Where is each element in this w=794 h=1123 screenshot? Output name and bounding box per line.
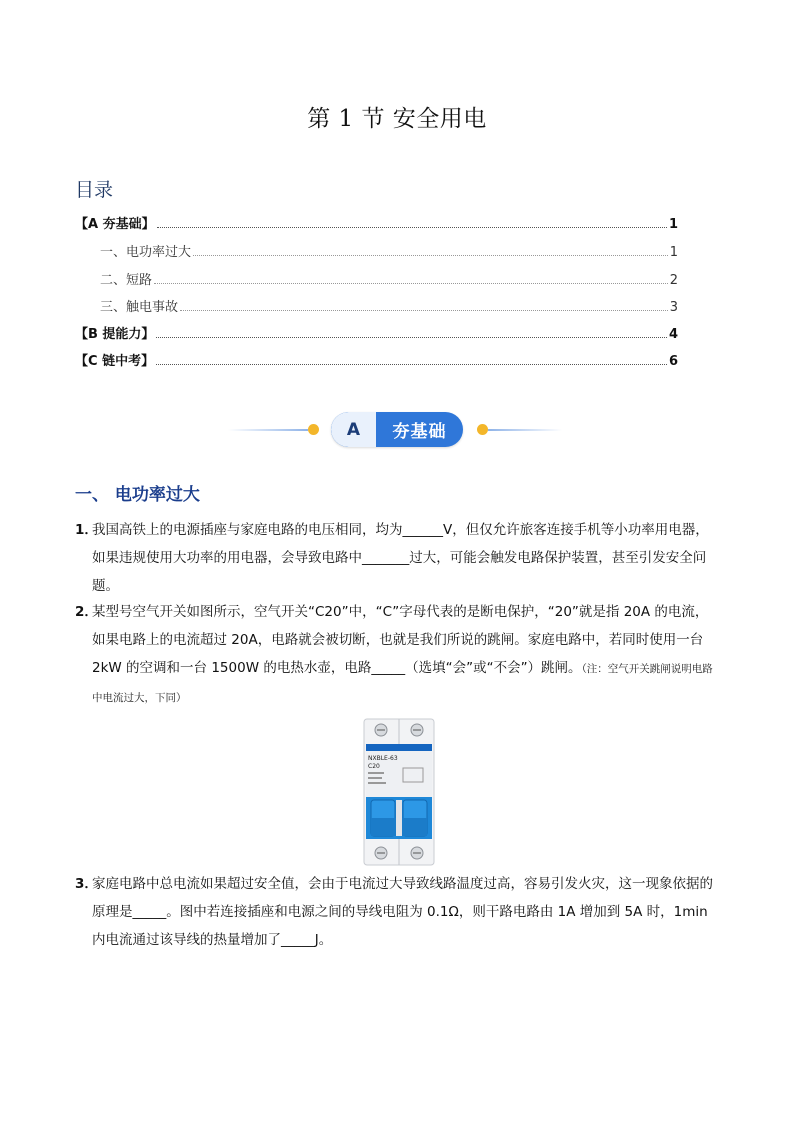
section-banner xyxy=(228,408,562,452)
toc-entry-label: 二、短路 xyxy=(100,273,153,288)
toc-entry-label: 【A 夯基础】 xyxy=(75,217,155,232)
toc-entry-page: 2 xyxy=(669,273,678,288)
toc-entry-label: 【C 链中考】 xyxy=(75,354,155,369)
toc-heading: 目录 xyxy=(75,179,114,201)
toc-leader-dots xyxy=(154,283,668,284)
circuit-breaker-icon xyxy=(363,718,435,866)
toc-leader-dots xyxy=(193,255,668,256)
toc-entry-page: 3 xyxy=(669,300,678,315)
question-number: 3． xyxy=(75,876,98,892)
toc-leader-dots xyxy=(156,364,667,365)
breaker-rating: C20 xyxy=(368,763,380,770)
question-text: 某型号空气开关如图所示，空气开关“C20”中，“C”字母代表的是断电保护，“20”就是指 20A 的电流，如果电路上的电流超过 20A，电路就会被切断，也就是我们所说的跳闸。家庭电路中，若同时使用一台 2kW 的空调和一台 1500W 的电热水壶，电路_____（选填“会”或“不会”）跳闸。 xyxy=(92,604,709,676)
toc-entry-label: 一、电功率过大 xyxy=(100,245,192,260)
toc-entry-label: 三、触电事故 xyxy=(100,300,179,315)
toc-leader-dots xyxy=(180,310,668,311)
page-title: 第 1 节 安全用电 xyxy=(307,106,487,132)
question-text: 我国高铁上的电源插座与家庭电路的电压相同，均为______V，但仅允许旅客连接手机等小功率用电器，如果违规使用大功率的用电器，会导致电路中_______过大，可能会触发电路保护装置，甚至引发安全问题。 xyxy=(92,522,709,594)
toc-entry-a[interactable] xyxy=(75,212,678,232)
toc-leader-dots xyxy=(157,227,667,228)
banner-letter: A xyxy=(331,412,376,447)
banner-left-line xyxy=(228,429,308,431)
question-1 xyxy=(75,516,720,600)
toc-entry-page: 1 xyxy=(668,217,678,232)
toc-entry-1[interactable] xyxy=(100,240,678,260)
question-number: 2． xyxy=(75,604,98,620)
toc-entry-3[interactable] xyxy=(100,295,678,315)
toc-entry-label: 【B 提能力】 xyxy=(75,327,155,342)
banner-text: 夯基础 xyxy=(392,422,447,442)
circuit-breaker-image xyxy=(363,718,435,866)
toc-leader-dots xyxy=(156,337,667,338)
question-2 xyxy=(75,598,720,712)
toc-entry-c[interactable] xyxy=(75,349,678,369)
banner-right-dot xyxy=(477,424,488,435)
toc-entry-b[interactable] xyxy=(75,322,678,342)
breaker-model: NXBLE-63 xyxy=(368,755,398,762)
question-3 xyxy=(75,870,720,954)
toc-entry-page: 4 xyxy=(668,327,678,342)
banner-pill xyxy=(331,412,463,447)
question-note: （注：空气开关跳闸说明电路中电流过大，下同） xyxy=(92,663,713,704)
question-text: 家庭电路中总电流如果超过安全值，会由于电流过大导致线路温度过高，容易引发火灾，这一现象依据的原理是_____。图中若连接插座和电源之间的导线电阻为 0.1Ω，则干路电路由 1A 增加到 5A 时，1min 内电流通过该导线的热量增加了_____J。 xyxy=(92,876,713,948)
banner-left-dot xyxy=(308,424,319,435)
toc-entry-page: 1 xyxy=(669,245,678,260)
section-heading: 一、 电功率过大 xyxy=(75,485,200,505)
banner-right-line xyxy=(488,429,562,431)
question-number: 1． xyxy=(75,522,98,538)
toc-entry-page: 6 xyxy=(668,354,678,369)
toc-entry-2[interactable] xyxy=(100,268,678,288)
